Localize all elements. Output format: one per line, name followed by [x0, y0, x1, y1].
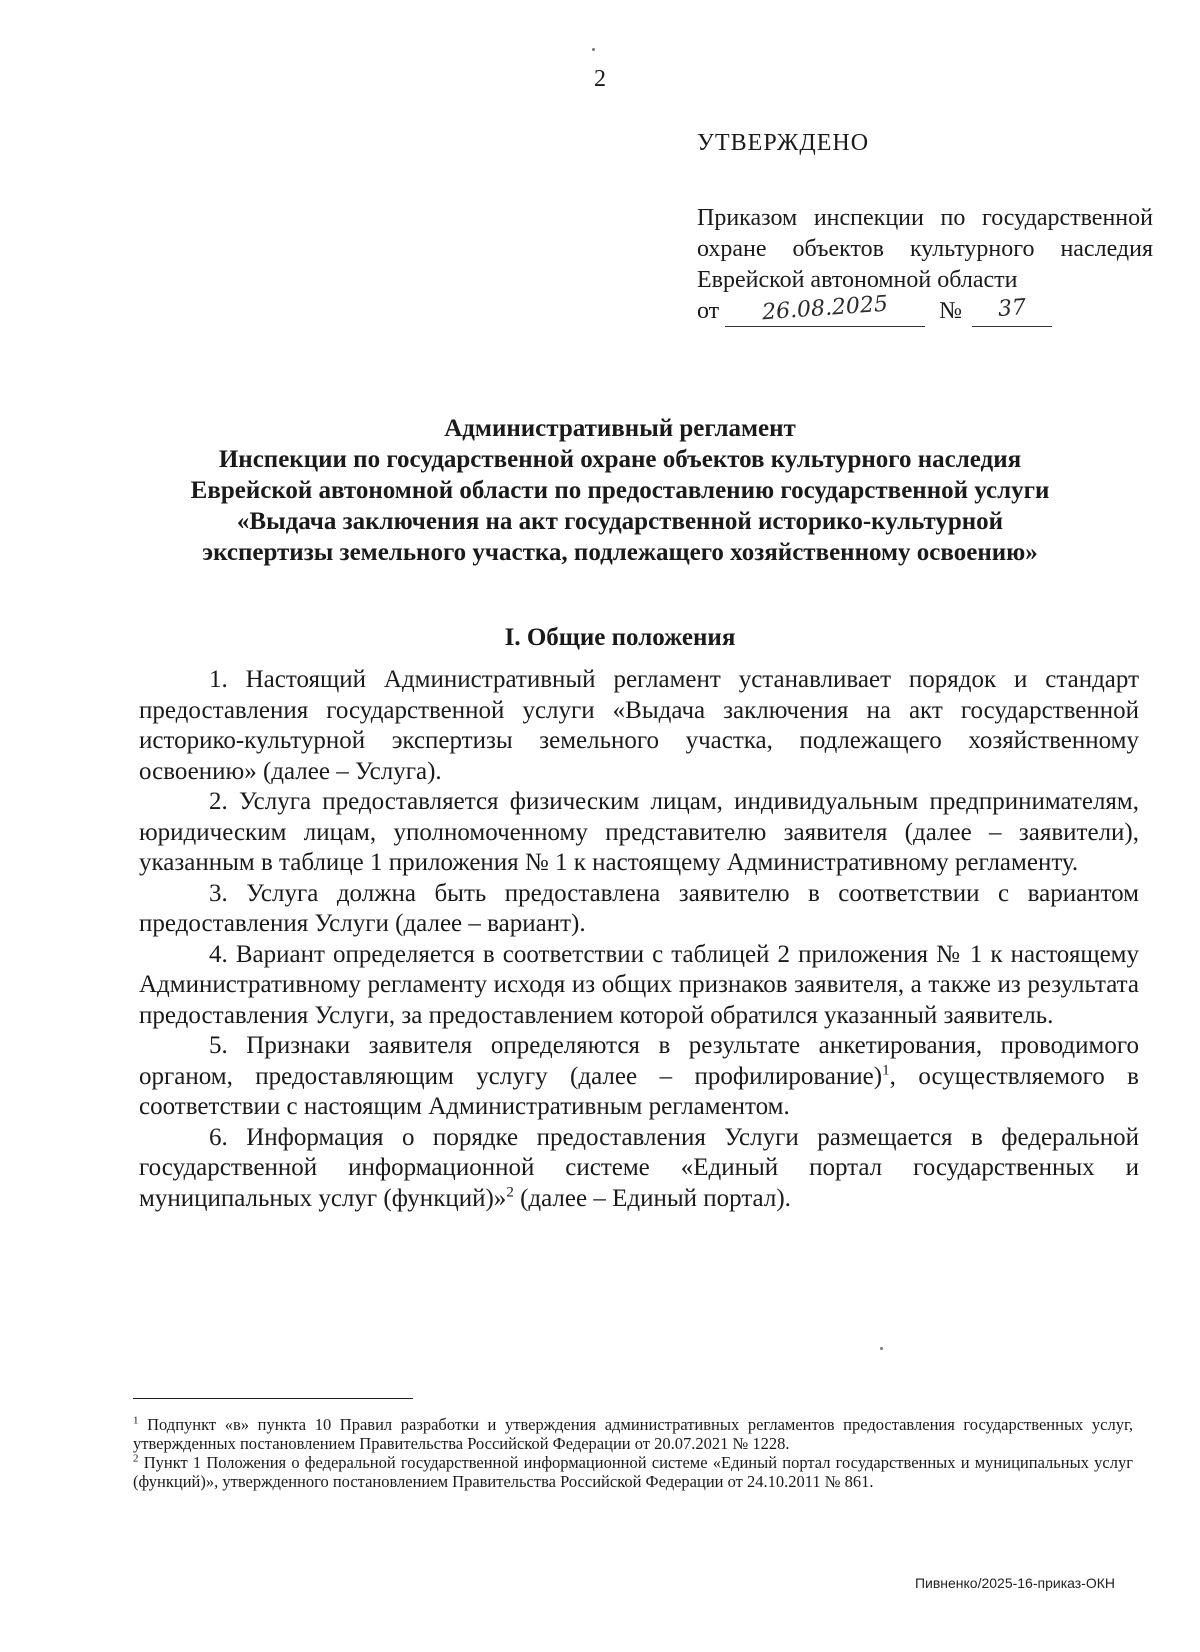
regulation-title-line: экспертизы земельного участка, подлежащего хозяйственному освоению»: [202, 539, 1038, 566]
footnote-ref-2: 2: [506, 1184, 514, 1201]
paragraph-6: [139, 1123, 1139, 1215]
approval-title: УТВЕРЖДЕНО: [697, 130, 870, 156]
paragraph-4: 4. Вариант определяется в соответствии с таблицей 2 приложения № 1 к настоящему Административному регламенту исходя из общих признаков заявителя, а также из результата предоставления Услуги, за предоставлением которой обратился указанный заявитель.: [139, 940, 1139, 1029]
paragraph-1: 1. Настоящий Административный регламент устанавливает порядок и стандарт предоставления государственной услуги «Выдача заключения на акт государственной историко-культурной экспертизы земельного участка, подлежащего хозяйственному освоению» (далее – Услуга).: [139, 666, 1139, 785]
regulation-title: [150, 413, 1090, 568]
paragraph-5-text: 5. Признаки заявителя определяются в результате анкетирования, проводимого органом, предоставляющим услугу (далее – профилирование): [139, 1032, 1139, 1090]
footnote-1: [133, 1415, 1133, 1453]
footnotes: [133, 1415, 1133, 1491]
scan-speck: [880, 1347, 883, 1350]
paragraph-5-text-end: , осуществляемого в соответствии с настоящим Административным регламентом.: [139, 1062, 1139, 1120]
paragraph-3: 3. Услуга должна быть предоставлена заявителю в соответствии с вариантом предоставления Услуги (далее – вариант).: [139, 879, 1139, 937]
section-title: I. Общие положения: [504, 624, 736, 651]
approval-text: Приказом инспекции по государственной охране объектов культурного наследия Еврейской автономной области: [697, 205, 1153, 293]
footnote-separator: [133, 1398, 413, 1399]
paragraph-5: [139, 1031, 1139, 1123]
footnote-ref-1: 1: [882, 1062, 890, 1079]
regulation-title-line: Еврейской автономной области по предоставлению государственной услуги: [190, 477, 1050, 504]
number-field: [972, 295, 1052, 327]
footnote-mark: 2: [133, 1452, 139, 1465]
footnote-text: Пункт 1 Положения о федеральной государственной информационной системе «Единый портал государственных и муниципальных услуг (функций)», утвержденного постановлением Правительства Российской Федерации от 24.10.2011 № 861.: [133, 1453, 1133, 1491]
paragraph-6-text-end: (далее – Единый портал).: [513, 1184, 791, 1212]
date-prefix: от: [697, 298, 720, 324]
paragraph-6-text: 6. Информация о порядке предоставления Услуги размещается в федеральной государственной информационной системе «Единый портал государственных и муниципальных услуг (функций)»: [139, 1123, 1139, 1212]
regulation-title-line: «Выдача заключения на акт государственной историко-культурной: [236, 508, 1004, 535]
regulation-title-line: Административный регламент: [444, 415, 796, 442]
number-prefix: №: [939, 298, 963, 324]
page-number: 2: [594, 66, 606, 92]
handwritten-number: 37: [997, 295, 1027, 322]
body-text: [139, 665, 1139, 1214]
paragraph-2: 2. Услуга предоставляется физическим лицам, индивидуальным предпринимателям, юридическим лицам, уполномоченному представителю заявителя (далее – заявители), указанным в таблице 1 приложения № 1 к настоящему Административному регламенту.: [139, 788, 1139, 876]
footnote-text: Подпункт «в» пункта 10 Правил разработки и утверждения административных регламентов предоставления государственных услуг, утвержденных постановлением Правительства Российской Федерации от 20.07.2021 № 1228.: [133, 1415, 1133, 1453]
scan-speck: [592, 48, 595, 51]
footnote-mark: 1: [133, 1414, 139, 1427]
handwritten-date: 26.08.2025: [761, 291, 889, 326]
approval-block: [697, 130, 1153, 327]
regulation-title-line: Инспекции по государственной охране объектов культурного наследия: [218, 446, 1022, 473]
date-field: [725, 291, 925, 327]
footnote-2: [133, 1453, 1133, 1491]
document-code: Пивненко/2025-16-приказ-ОКН: [914, 1575, 1115, 1591]
order-date-number-line: [697, 291, 1153, 327]
